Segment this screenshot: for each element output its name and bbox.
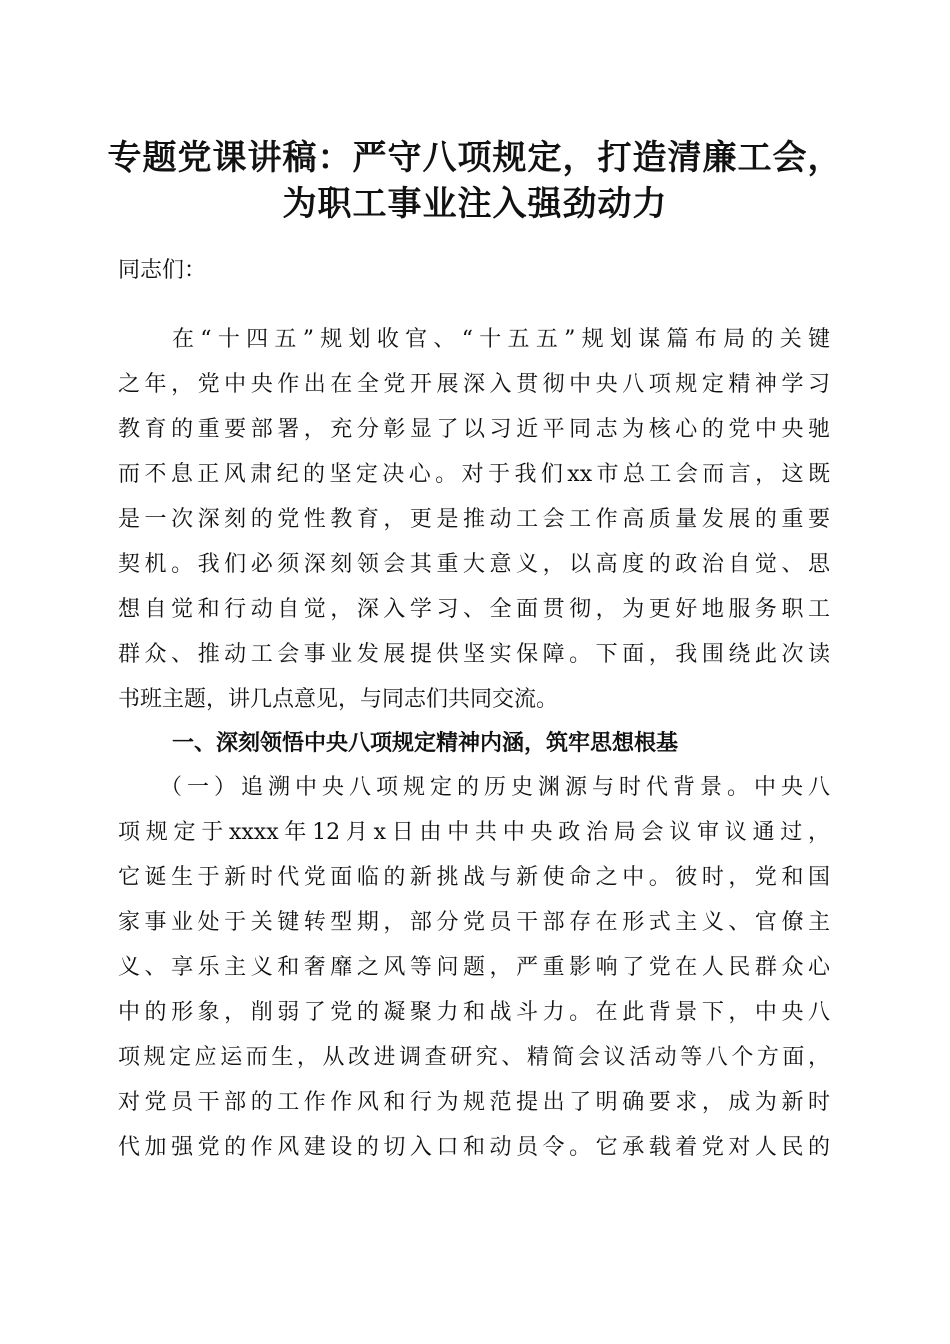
body-line: 书班主题，讲几点意见，与同志们共同交流。 — [118, 687, 559, 712]
section-heading: 一、深刻领悟中央八项规定精神内涵，筑牢思想根基 — [172, 731, 679, 756]
body-line: 项规定应运而生，从改进调查研究、精简会议活动等八个方面， — [118, 1045, 830, 1070]
body-line: 代加强党的作风建设的切入口和动员令。它承载着党对人民的 — [118, 1135, 830, 1160]
body-line: 之年，党中央作出在全党开展深入贯彻中央八项规定精神学习 — [118, 372, 830, 397]
body-line: 项规定于xxxx年12月x日由中共中央政治局会议审议通过， — [118, 820, 830, 845]
body-line: 而不息正风肃纪的坚定决心。对于我们xx市总工会而言，这既 — [118, 462, 830, 487]
body-line: 家事业处于关键转型期，部分党员干部存在形式主义、官僚主 — [118, 910, 830, 935]
body-line: 对党员干部的工作作风和行为规范提出了明确要求，成为新时 — [118, 1090, 830, 1115]
body-line: 它诞生于新时代党面临的新挑战与新使命之中。彼时，党和国 — [118, 865, 830, 890]
body-line: 中的形象，削弱了党的凝聚力和战斗力。在此背景下，中央八 — [118, 1000, 830, 1025]
body-line: 契机。我们必须深刻领会其重大意义，以高度的政治自觉、思 — [118, 552, 830, 577]
document-title-line-2: 为职工事业注入强劲动力 — [282, 184, 668, 224]
salutation: 同志们： — [118, 258, 207, 283]
body-line: 群众、推动工会事业发展提供坚实保障。下面，我围绕此次读 — [118, 642, 830, 667]
body-line: （一）追溯中央八项规定的历史渊源与时代背景。中央八 — [160, 775, 830, 800]
body-line: 是一次深刻的党性教育，更是推动工会工作高质量发展的重要 — [118, 507, 830, 532]
body-line: 在“十四五”规划收官、“十五五”规划谋篇布局的关键 — [172, 327, 830, 352]
body-line: 教育的重要部署，充分彰显了以习近平同志为核心的党中央驰 — [118, 417, 830, 442]
body-line: 义、享乐主义和奢靡之风等问题，严重影响了党在人民群众心 — [118, 955, 830, 980]
document-title-line-1: 专题党课讲稿：严守八项规定，打造清廉工会， — [107, 138, 843, 178]
body-line: 想自觉和行动自觉，深入学习、全面贯彻，为更好地服务职工 — [118, 597, 830, 622]
